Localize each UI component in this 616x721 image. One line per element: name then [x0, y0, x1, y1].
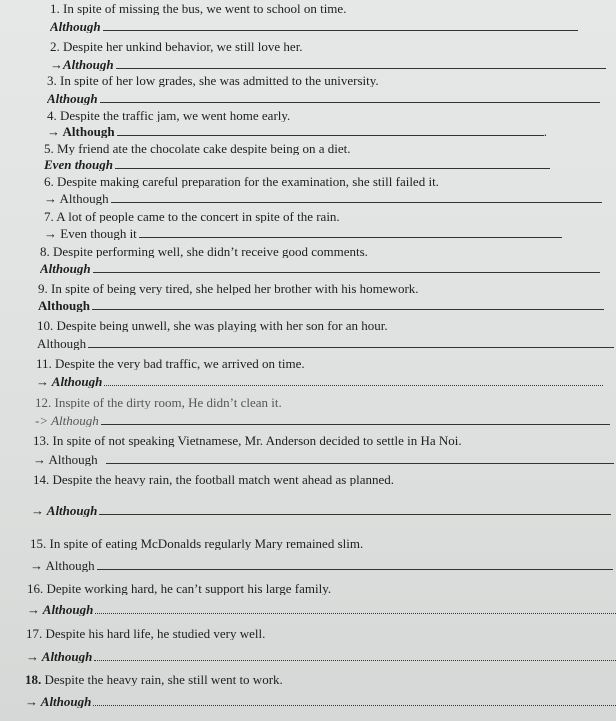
- answer-prompt: → Although: [33, 453, 98, 466]
- question-number: 6.: [44, 175, 54, 188]
- answer-blank[interactable]: [104, 385, 603, 386]
- answer-prompt: → Although: [31, 504, 98, 517]
- question-4: [47, 109, 616, 122]
- answer-blank[interactable]: [94, 660, 616, 661]
- answer-blank[interactable]: [100, 102, 600, 103]
- question-17: [26, 627, 616, 640]
- answer-prompt: Although: [37, 337, 87, 350]
- question-text: Despite making careful preparation for the examination, she still failed it.: [57, 175, 439, 188]
- answer-prompt: → Although: [26, 650, 93, 663]
- answer-row-10: [37, 337, 614, 350]
- question-text: Depite working hard, he can’t support his large family.: [46, 582, 332, 595]
- question-text: My friend ate the chocolate cake despite being on a diet.: [57, 142, 351, 155]
- answer-row-6: [44, 192, 602, 205]
- answer-row-4: [47, 125, 547, 138]
- answer-prompt: -> Although: [35, 414, 99, 427]
- answer-blank[interactable]: [115, 168, 550, 169]
- question-number: 16.: [27, 582, 44, 595]
- question-text: In spite of her low grades, she was admitted to the university.: [60, 74, 379, 87]
- answer-row-7: [44, 227, 562, 240]
- answer-row-13: [33, 453, 614, 466]
- answer-prompt: Even though: [44, 158, 113, 171]
- question-10: [37, 319, 616, 332]
- question-text: Inspite of the dirty room, He didn’t clean it.: [54, 396, 282, 409]
- question-text: Despite the heavy rain, the football match went ahead as planned.: [52, 473, 394, 486]
- answer-row-18: [25, 695, 616, 708]
- answer-prompt: Although: [47, 92, 98, 105]
- answer-row-16: [27, 603, 616, 616]
- question-2: [50, 40, 616, 53]
- question-text: Despite her unkind behavior, we still love her.: [63, 40, 303, 53]
- answer-blank[interactable]: [116, 68, 606, 69]
- question-13: [33, 434, 616, 447]
- answer-row-5: [44, 158, 550, 171]
- answer-blank[interactable]: [139, 237, 562, 238]
- answer-prompt: Although: [38, 299, 91, 312]
- answer-blank[interactable]: [97, 569, 613, 570]
- answer-row-15: [30, 559, 613, 572]
- question-number: 7.: [44, 210, 54, 223]
- answer-blank[interactable]: [101, 424, 610, 425]
- end-period: .: [543, 125, 547, 138]
- answer-row-2: [50, 58, 606, 71]
- question-text: Despite being unwell, she was playing with her son for an hour.: [56, 319, 388, 332]
- question-text: In spite of missing the bus, we went to school on time.: [63, 2, 347, 15]
- question-text: In spite of eating McDonalds regularly Mary remained slim.: [49, 537, 364, 550]
- answer-prompt: → Although: [30, 559, 95, 572]
- question-15: [30, 537, 616, 550]
- question-number: 5.: [44, 142, 54, 155]
- answer-blank[interactable]: [103, 30, 578, 31]
- answer-row-17: [26, 650, 616, 663]
- answer-blank[interactable]: [111, 202, 602, 203]
- answer-blank[interactable]: [117, 135, 544, 136]
- question-1: [50, 2, 616, 15]
- question-text: In spite of not speaking Vietnamese, Mr. Anderson decided to settle in Ha Noi.: [52, 434, 462, 447]
- question-text: A lot of people came to the concert in spite of the rain.: [56, 210, 340, 223]
- answer-blank[interactable]: [92, 309, 604, 310]
- question-7: [44, 210, 616, 223]
- question-6: [44, 175, 616, 188]
- question-number: 2.: [50, 40, 60, 53]
- question-16: [27, 582, 616, 595]
- question-text: Despite the traffic jam, we went home early.: [60, 109, 291, 122]
- question-text: Despite the very bad traffic, we arrived on time.: [55, 357, 305, 370]
- question-18: [25, 673, 616, 686]
- answer-row-8: [40, 262, 600, 275]
- answer-row-3: [47, 92, 600, 105]
- question-number: 10.: [37, 319, 54, 332]
- answer-blank[interactable]: [88, 347, 614, 348]
- answer-prompt: Although: [40, 262, 91, 275]
- answer-blank[interactable]: [93, 272, 600, 273]
- answer-prompt: → Even though it: [44, 227, 137, 240]
- question-number: 17.: [26, 627, 43, 640]
- answer-prompt: → Although: [25, 695, 92, 708]
- answer-row-14: [31, 504, 611, 517]
- answer-row-1: [50, 20, 578, 33]
- answer-row-11: [36, 375, 603, 388]
- question-number: 4.: [47, 109, 57, 122]
- answer-blank[interactable]: [99, 514, 611, 515]
- question-number: 13.: [33, 434, 50, 447]
- question-3: [47, 74, 616, 87]
- answer-prompt: → Although: [36, 375, 103, 388]
- question-number: 3.: [47, 74, 57, 87]
- question-14: [33, 473, 616, 486]
- answer-prompt: → Although: [44, 192, 109, 205]
- question-number: 12.: [35, 396, 52, 409]
- question-text: Despite his hard life, he studied very well.: [45, 627, 266, 640]
- answer-blank[interactable]: [106, 463, 614, 464]
- question-text: In spite of being very tired, she helped her brother with his homework.: [51, 282, 419, 295]
- question-text: Despite the heavy rain, she still went to work.: [44, 673, 283, 686]
- answer-blank[interactable]: [95, 613, 616, 614]
- question-11: [36, 357, 616, 370]
- answer-blank[interactable]: [93, 705, 616, 706]
- question-text: Despite performing well, she didn’t receive good comments.: [53, 245, 368, 258]
- question-5: [44, 142, 616, 155]
- answer-row-9: [38, 299, 604, 312]
- question-number: 14.: [33, 473, 50, 486]
- question-number: 11.: [36, 357, 52, 370]
- question-number: 8.: [40, 245, 50, 258]
- question-9: [38, 282, 616, 295]
- question-number: 9.: [38, 282, 48, 295]
- question-number: 18.: [25, 673, 42, 686]
- answer-prompt: Although: [50, 20, 101, 33]
- question-number: 1.: [50, 2, 60, 15]
- answer-prompt: →Although: [50, 58, 114, 71]
- answer-prompt: → Although: [47, 125, 115, 138]
- question-number: 15.: [30, 537, 47, 550]
- question-8: [40, 245, 616, 258]
- answer-row-12: [35, 414, 610, 427]
- answer-prompt: → Although: [27, 603, 94, 616]
- question-12: [35, 396, 616, 409]
